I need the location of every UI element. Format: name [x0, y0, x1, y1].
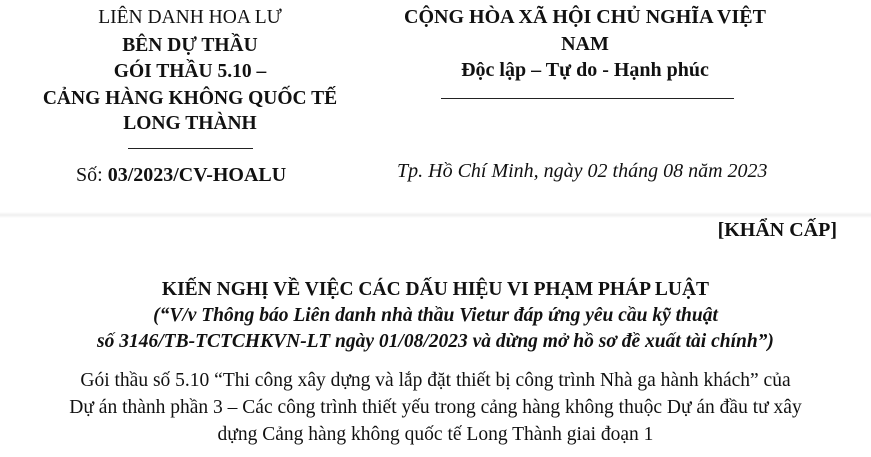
- left-header-underline: [128, 148, 253, 149]
- subject-line-1: (“V/v Thông báo Liên danh nhà thầu Vietur đáp ứng yêu cầu kỹ thuật: [153, 305, 718, 326]
- document-title: KIẾN NGHỊ VỀ VIỆC CÁC DẤU HIỆU VI PHẠM PHÁP LUẬT: [161, 279, 710, 300]
- national-title: CỘNG HÒA XÃ HỘI CHỦ NGHĨA VIỆT: [404, 6, 766, 28]
- document-number-label: Số:: [76, 164, 103, 186]
- document-number-value: 03/2023/CV-HOALU: [107, 164, 287, 186]
- airport-name: CẢNG HÀNG KHÔNG QUỐC TẾ: [42, 88, 338, 109]
- scan-band: [0, 212, 871, 218]
- national-motto: Độc lập – Tự do - Hạnh phúc: [461, 59, 709, 81]
- motto-underline: [441, 98, 734, 99]
- national-title-continued: NAM: [561, 33, 609, 55]
- body-line-2: Dự án thành phần 3 – Các công trình thiết yếu trong cảng hàng không thuộc Dự án đầu tư xây: [69, 397, 802, 418]
- company-name: LIÊN DANH HOA LƯ: [98, 7, 282, 28]
- body-line-3: dựng Cảng hàng không quốc tế Long Thành giai đoạn 1: [217, 424, 654, 445]
- place-date: Tp. Hồ Chí Minh, ngày 02 tháng 08 năm 2023: [397, 160, 768, 182]
- package-label: GÓI THẦU 5.10 –: [113, 61, 267, 82]
- body-line-1: Gói thầu số 5.10 “Thi công xây dựng và lắp đặt thiết bị công trình Nhà ga hành khách” của: [80, 370, 791, 391]
- airport-location: LONG THÀNH: [123, 113, 257, 134]
- document-number: [76, 164, 286, 187]
- urgency-label: [KHẨN CẤP]: [717, 219, 837, 241]
- subject-line-2: số 3146/TB-TCTCHKVN-LT ngày 01/08/2023 và dừng mở hồ sơ đề xuất tài chính”): [97, 331, 774, 352]
- bidder-role: BÊN DỰ THẦU: [122, 35, 258, 56]
